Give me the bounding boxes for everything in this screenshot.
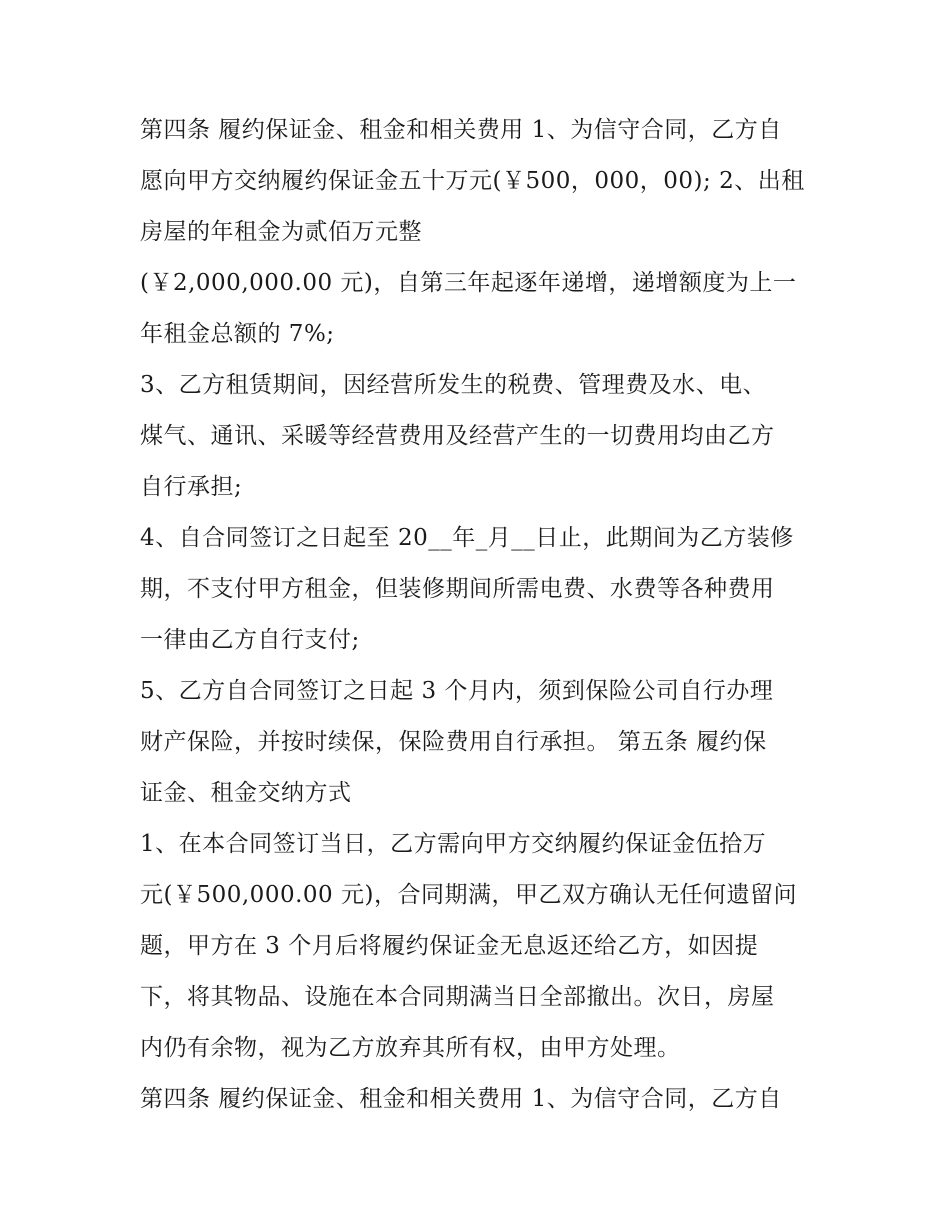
text-line: 一律由乙方自行支付; xyxy=(140,627,360,653)
paragraph-clause-5 xyxy=(140,666,820,819)
text-line: 期，不支付甲方租金，但装修期间所需电费、水费等各种费用 xyxy=(140,576,775,602)
text-line: 证金、租金交纳方式 xyxy=(140,780,352,806)
text-line: 4、自合同签订之日起至 20__年_月__日止，此期间为乙方装修 xyxy=(140,525,794,551)
paragraph-annual-rent xyxy=(140,258,820,360)
text-line: 元(￥500,000.00 元)，合同期满，甲乙双方确认无任何遗留问 xyxy=(140,882,797,908)
paragraph-article-4-repeat xyxy=(140,1074,820,1125)
text-line: 内仍有余物，视为乙方放弃其所有权，由甲方处理。 xyxy=(140,1035,681,1061)
text-line: 3、乙方租赁期间，因经营所发生的税费、管理费及水、电、 xyxy=(140,372,767,398)
document-page xyxy=(140,105,820,1125)
text-line: 年租金总额的 7%; xyxy=(140,321,335,347)
text-line: 煤气、通讯、采暖等经营费用及经营产生的一切费用均由乙方 xyxy=(140,423,775,449)
paragraph-article-4-heading xyxy=(140,105,820,258)
text-line: 1、在本合同签订当日，乙方需向甲方交纳履约保证金伍拾万 xyxy=(140,831,767,857)
text-line: 自行承担; xyxy=(140,474,243,500)
text-line: 第四条 履约保证金、租金和相关费用 1、为信守合同，乙方自 xyxy=(140,117,782,143)
paragraph-clause-3 xyxy=(140,360,820,513)
paragraph-article-5-clause-1 xyxy=(140,819,820,1074)
text-line: 财产保险，并按时续保，保险费用自行承担。 第五条 履约保 xyxy=(140,729,767,755)
text-line: 下，将其物品、设施在本合同期满当日全部撤出。次日，房屋 xyxy=(140,984,775,1010)
text-line: 房屋的年租金为贰佰万元整 xyxy=(140,219,422,245)
text-line: 愿向甲方交纳履约保证金五十万元(￥500，000，00); 2、出租 xyxy=(140,168,805,194)
text-line: 第四条 履约保证金、租金和相关费用 1、为信守合同，乙方自 xyxy=(140,1086,782,1112)
text-line: (￥2,000,000.00 元)，自第三年起逐年递增，递增额度为上一 xyxy=(140,270,797,296)
text-line: 题，甲方在 3 个月后将履约保证金无息返还给乙方，如因提 xyxy=(140,933,759,959)
text-line: 5、乙方自合同签订之日起 3 个月内，须到保险公司自行办理 xyxy=(140,678,774,704)
paragraph-clause-4 xyxy=(140,513,820,666)
